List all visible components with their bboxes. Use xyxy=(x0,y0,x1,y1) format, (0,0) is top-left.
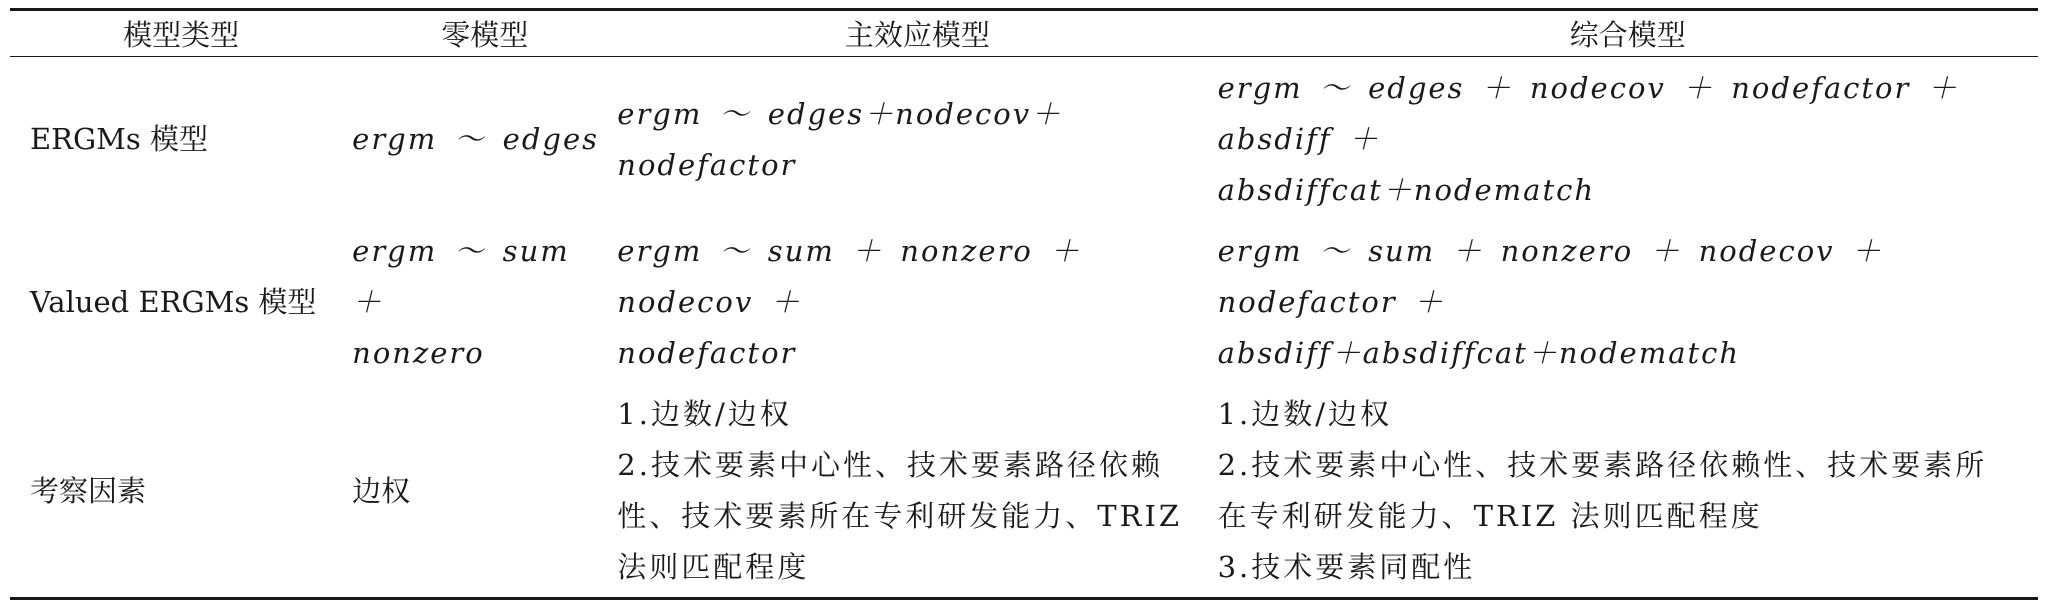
ergms-null-model xyxy=(352,57,617,221)
formula-line: ergm ～ edges ＋ nodecov ＋ nodefactor ＋ absdiff ＋ xyxy=(1217,71,1959,156)
formula-line: nodefactor xyxy=(617,336,797,370)
factor-line: 法则匹配程度 xyxy=(617,550,810,584)
formula-line: absdiffcat＋nodematch xyxy=(1217,173,1596,207)
factor-line: 2.技术要素中心性、技术要素路径依赖性、技术要素所 xyxy=(1217,448,1988,482)
formula-line: ergm ～ sum ＋ nonzero ＋ nodecov ＋ nodefactor ＋ xyxy=(1217,234,1883,319)
factors-null-model xyxy=(352,383,617,599)
row-label-ergms: ERGMs 模型 xyxy=(30,122,208,156)
formula-line: absdiff＋absdiffcat＋nodematch xyxy=(1217,336,1741,370)
row-label-valued-ergms: Valued ERGMs 模型 xyxy=(30,285,317,319)
factors-main-effect xyxy=(617,383,1217,599)
ergms-combined xyxy=(1218,57,2038,221)
formula-line: nonzero xyxy=(352,336,485,370)
header-model-type: 模型类型 xyxy=(10,10,352,57)
factor-line: 1.边数/边权 xyxy=(1217,397,1393,431)
factor-line: 在专利研发能力、TRIZ 法则匹配程度 xyxy=(1217,499,1763,533)
factor-line: 3.技术要素同配性 xyxy=(1217,550,1476,584)
formula-line: ergm ～ edges xyxy=(352,122,600,156)
table-row xyxy=(10,220,2038,383)
table-row xyxy=(10,383,2038,599)
factor-line: 2.技术要素中心性、技术要素路径依赖 xyxy=(617,448,1163,482)
formula-line: ergm ～ edges＋nodecov＋nodefactor xyxy=(617,96,1063,182)
valued-ergms-null-model xyxy=(352,220,617,383)
factor-line: 1.边数/边权 xyxy=(617,397,792,431)
valued-ergms-main-effect xyxy=(617,220,1217,383)
factor-line: 性、技术要素所在专利研发能力、TRIZ xyxy=(617,499,1183,533)
ergms-main-effect xyxy=(617,57,1217,221)
formula-line: ergm ～ sum ＋ nonzero ＋ nodecov ＋ xyxy=(617,234,1082,319)
table-header-row xyxy=(10,10,2038,57)
header-main-effect-model: 主效应模型 xyxy=(617,10,1217,57)
valued-ergms-combined xyxy=(1218,220,2038,383)
model-comparison-table xyxy=(10,8,2038,600)
table-row xyxy=(10,57,2038,221)
factor-line: 边权 xyxy=(352,473,411,508)
factors-combined xyxy=(1218,383,2038,599)
header-null-model: 零模型 xyxy=(352,10,617,57)
header-combined-model: 综合模型 xyxy=(1218,10,2038,57)
row-label-factors: 考察因素 xyxy=(30,473,147,508)
formula-line: ergm ～ sum ＋ xyxy=(352,234,570,319)
